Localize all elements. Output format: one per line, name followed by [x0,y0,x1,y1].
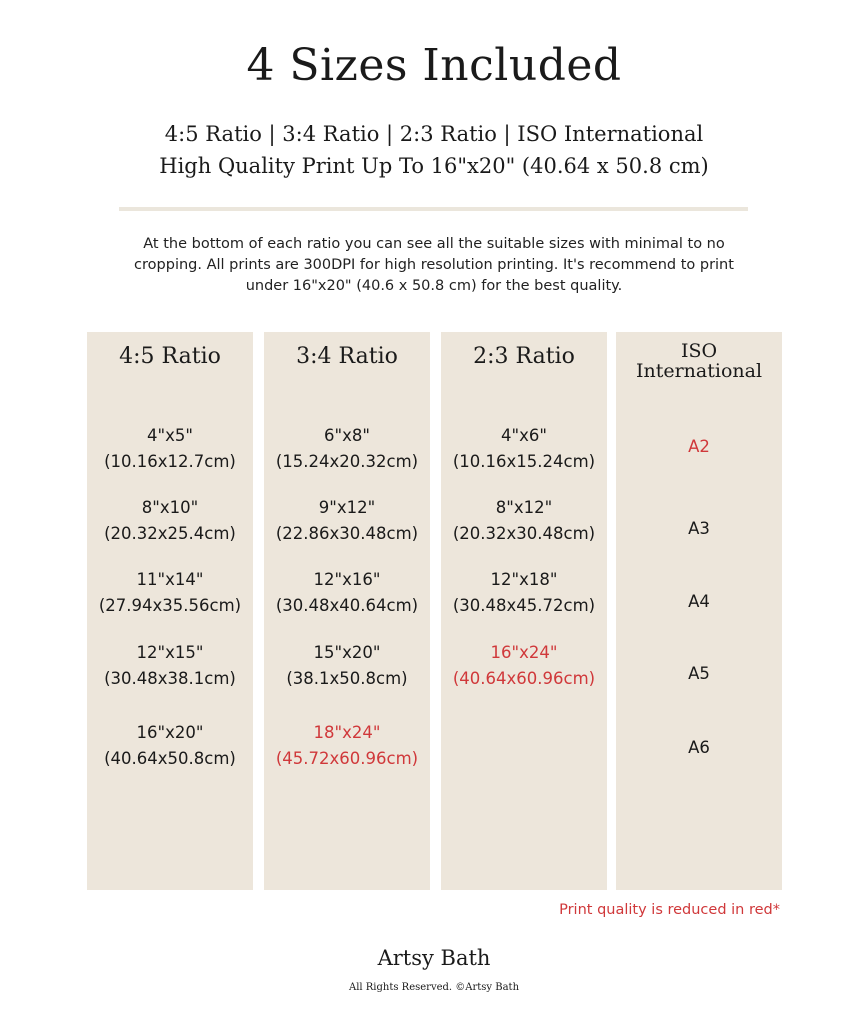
description-text: At the bottom of each ratio you can see all the suitable sizes with minimal to no cropping. All prints are 300DPI for high resolution printing. It's recommend to print under 16"x20" (40.6 x 50.8 cm) for the best quality. [134,236,734,294]
size-inches: 9"x12" [318,498,376,517]
header-divider [119,207,748,211]
size-cm: (15.24x20.32cm) [275,452,419,471]
size-inches: 18"x24" [313,723,381,742]
column-heading-line2: International [635,360,763,382]
iso-size: A6 [688,738,710,757]
brand-name: Artsy Bath [377,946,491,970]
copyright-text: All Rights Reserved. ©Artsy Bath [348,982,520,993]
size-entry [87,720,253,772]
column-heading: 2:3 Ratio [473,344,575,369]
size-cm: (30.48x40.64cm) [275,596,419,615]
size-inches: 16"x20" [136,723,204,742]
size-entry-reduced [441,640,607,692]
column-heading [616,341,782,381]
size-entry [87,640,253,692]
print-quality-subtitle: High Quality Print Up To 16"x20" (40.64 x 50.8 cm) [159,154,709,178]
size-inches: 8"x12" [495,498,553,517]
size-inches: 12"x16" [313,570,381,589]
size-cm: (20.32x25.4cm) [104,524,236,543]
size-entry [264,640,430,692]
ratio-column-3-4 [264,332,430,890]
page-title: 4 Sizes Included [246,40,622,91]
size-cm: (38.1x50.8cm) [286,669,408,688]
size-cm: (40.64x60.96cm) [452,669,596,688]
size-inches: 12"x15" [136,643,204,662]
size-entry [441,423,607,475]
iso-size: A5 [688,664,710,683]
iso-size: A4 [688,592,710,611]
ratio-column-2-3 [441,332,607,890]
size-cm: (20.32x30.48cm) [452,524,596,543]
size-cm: (27.94x35.56cm) [98,596,242,615]
size-cm: (30.48x45.72cm) [452,596,596,615]
size-entry-reduced [264,720,430,772]
size-inches: 11"x14" [136,570,204,589]
column-heading: 4:5 Ratio [119,344,221,369]
size-entry [441,495,607,547]
size-cm: (30.48x38.1cm) [104,669,236,688]
size-inches: 12"x18" [490,570,558,589]
size-inches: 8"x10" [141,498,199,517]
size-entry [264,423,430,475]
size-inches: 16"x24" [490,643,558,662]
size-cm: (10.16x15.24cm) [452,452,596,471]
size-inches: 6"x8" [324,426,370,445]
size-entry [264,567,430,619]
size-inches: 4"x5" [147,426,193,445]
size-cm: (10.16x12.7cm) [104,452,236,471]
size-cm: (22.86x30.48cm) [275,524,419,543]
size-entry [441,567,607,619]
iso-size-reduced: A2 [688,437,710,456]
reduced-quality-note: Print quality is reduced in red* [559,902,780,918]
size-entry [87,423,253,475]
size-entry [264,495,430,547]
column-heading-line1: ISO [680,340,718,362]
size-cm: (45.72x60.96cm) [275,749,419,768]
iso-size: A3 [688,519,710,538]
size-inches: 15"x20" [313,643,381,662]
ratio-column-4-5 [87,332,253,890]
column-heading: 3:4 Ratio [296,344,398,369]
size-entry [87,495,253,547]
size-cm: (40.64x50.8cm) [104,749,236,768]
iso-column [616,332,782,890]
ratio-list-subtitle: 4:5 Ratio | 3:4 Ratio | 2:3 Ratio | ISO International [164,122,704,146]
size-entry [87,567,253,619]
size-inches: 4"x6" [501,426,547,445]
